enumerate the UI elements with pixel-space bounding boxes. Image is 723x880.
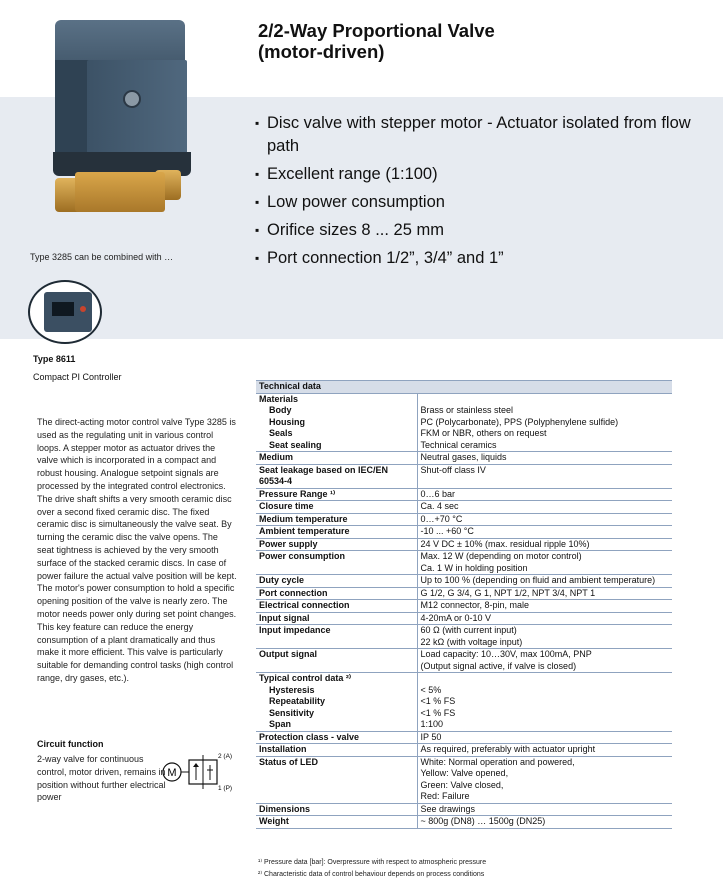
bullet-icon: ▪ bbox=[255, 251, 260, 265]
row-value-text: -10 ... +60 °C bbox=[420, 526, 474, 536]
row-value-text: 4-20mA or 0-10 V bbox=[420, 612, 492, 623]
feature-text: Disc valve with stepper motor - Actuator isolated from flow path bbox=[267, 114, 691, 155]
table-row bbox=[256, 575, 672, 588]
row-label bbox=[256, 575, 417, 588]
row-value-text: 24 V DC ± 10% (max. residual ripple 10%) bbox=[420, 538, 590, 549]
circuit-function-title: Circuit function bbox=[37, 739, 104, 749]
row-label-text: Seat leakage based on IEC/EN 60534-4 bbox=[259, 464, 389, 486]
row-label bbox=[256, 649, 417, 673]
row-label-text: Sensitivity bbox=[269, 707, 315, 718]
bullet-icon: ▪ bbox=[255, 116, 260, 130]
row-value bbox=[417, 816, 672, 829]
row-value-text: Up to 100 % (depending on fluid and ambient temperature) bbox=[420, 575, 656, 585]
table-row bbox=[256, 513, 672, 526]
row-label bbox=[256, 803, 417, 816]
row-label-text: Electrical connection bbox=[259, 600, 350, 610]
row-value bbox=[417, 731, 672, 744]
feature-text: Excellent range (1:100) bbox=[267, 165, 438, 183]
table-row bbox=[256, 488, 672, 501]
row-value-text: PC (Polycarbonate), PPS (Polyphenylene sulfide) bbox=[420, 416, 619, 427]
controller-product-image bbox=[28, 280, 102, 344]
row-value-text: As required, preferably with actuator upright bbox=[420, 744, 596, 754]
valve-product-image bbox=[45, 20, 225, 225]
table-row bbox=[256, 816, 672, 829]
table-row bbox=[256, 452, 672, 465]
accessory-name: Compact PI Controller bbox=[33, 372, 122, 382]
row-value bbox=[417, 756, 672, 803]
row-value-text: Ca. 4 sec bbox=[420, 501, 459, 511]
title-line-2: (motor-driven) bbox=[258, 41, 385, 62]
row-label-text: Input signal bbox=[259, 612, 310, 623]
row-value bbox=[417, 649, 672, 673]
row-label-text: Power consumption bbox=[259, 551, 346, 561]
row-value-text: G 1/2, G 3/4, G 1, NPT 1/2, NPT 3/4, NPT 1 bbox=[420, 587, 596, 598]
row-value bbox=[417, 673, 672, 732]
port-a-label: 2 (A) bbox=[218, 753, 233, 760]
feature-item bbox=[255, 191, 705, 214]
table-row bbox=[256, 587, 672, 600]
title-line-1: 2/2-Way Proportional Valve bbox=[258, 20, 495, 41]
row-label-text: Installation bbox=[259, 744, 307, 754]
row-label-text: Typical control data ²⁾ bbox=[259, 673, 352, 683]
row-label-text: Ambient temperature bbox=[259, 526, 350, 536]
row-label-text: Materials bbox=[259, 393, 299, 404]
table-row bbox=[256, 744, 672, 757]
row-value bbox=[417, 513, 672, 526]
row-label bbox=[256, 393, 417, 452]
row-label bbox=[256, 587, 417, 600]
table-row bbox=[256, 612, 672, 625]
valve-circuit-symbol bbox=[160, 752, 240, 792]
row-label bbox=[256, 744, 417, 757]
row-label-text: Pressure Range ¹⁾ bbox=[259, 488, 336, 499]
row-value-text: Technical ceramics bbox=[420, 439, 497, 450]
row-label-text: Body bbox=[269, 405, 292, 415]
feature-text: Low power consumption bbox=[267, 193, 445, 211]
row-label bbox=[256, 625, 417, 649]
row-value-text: 0…+70 °C bbox=[420, 513, 463, 524]
table-row bbox=[256, 538, 672, 551]
row-value-text: Max. 12 W (depending on motor control) Ca. 1 W in holding position bbox=[420, 551, 582, 573]
table-row bbox=[256, 673, 672, 732]
row-label-text: Status of LED bbox=[259, 756, 319, 767]
accessory-type: Type 8611 bbox=[33, 354, 76, 364]
row-label-text: Duty cycle bbox=[259, 575, 305, 585]
row-value-text: 1:100 bbox=[420, 719, 444, 729]
table-row bbox=[256, 625, 672, 649]
footnote-2: ²⁾ Characteristic data of control behaviour depends on process conditions bbox=[258, 871, 485, 878]
row-value bbox=[417, 526, 672, 539]
row-label-text: Weight bbox=[259, 816, 289, 826]
row-label-text: Hysteresis bbox=[269, 684, 315, 695]
row-label-text: Seals bbox=[269, 428, 293, 438]
row-label-text: Output signal bbox=[259, 649, 317, 659]
bullet-icon: ▪ bbox=[255, 223, 260, 237]
technical-data-table bbox=[256, 380, 672, 829]
table-row bbox=[256, 526, 672, 539]
row-label bbox=[256, 612, 417, 625]
bullet-icon: ▪ bbox=[255, 167, 260, 181]
row-label bbox=[256, 673, 417, 732]
row-label bbox=[256, 600, 417, 613]
row-value-text: <1 % FS bbox=[420, 696, 456, 706]
row-value-text: M12 connector, 8-pin, male bbox=[420, 600, 530, 610]
row-label bbox=[256, 551, 417, 575]
row-value bbox=[417, 393, 672, 452]
row-label bbox=[256, 526, 417, 539]
feature-item bbox=[255, 163, 705, 186]
row-value-text: Shut-off class IV bbox=[420, 464, 486, 475]
motor-symbol-label: M bbox=[167, 767, 177, 779]
table-row bbox=[256, 393, 672, 452]
feature-item bbox=[255, 112, 705, 158]
row-label-text: Input impedance bbox=[259, 625, 331, 635]
row-label-text: Protection class - valve bbox=[259, 731, 360, 742]
row-value bbox=[417, 501, 672, 514]
row-value-text: Neutral gases, liquids bbox=[420, 452, 507, 462]
row-value-text: < 5% bbox=[420, 684, 442, 695]
row-value-text: ~ 800g (DN8) … 1500g (DN25) bbox=[420, 816, 546, 826]
feature-item bbox=[255, 247, 705, 270]
row-label bbox=[256, 452, 417, 465]
m12-connector-icon bbox=[123, 90, 141, 108]
port-p-label: 1 (P) bbox=[218, 785, 233, 792]
row-value-text: White: Normal operation and powered, Yellow: Valve opened, Green: Valve closed, Red: Failure bbox=[420, 756, 575, 801]
row-value-text: Load capacity: 10…30V, max 100mA, PNP (Output signal active, if valve is closed) bbox=[420, 649, 592, 671]
row-label-text: Power supply bbox=[259, 538, 318, 549]
row-label-text: Closure time bbox=[259, 501, 314, 511]
row-value-text bbox=[421, 673, 670, 685]
row-value-text: <1 % FS bbox=[420, 707, 456, 718]
row-label-text: Port connection bbox=[259, 587, 328, 598]
table-row bbox=[256, 600, 672, 613]
row-label-text: Span bbox=[269, 719, 292, 729]
row-value bbox=[417, 575, 672, 588]
table-row bbox=[256, 551, 672, 575]
footnote-1: ¹⁾ Pressure data [bar]: Overpressure with respect to atmospheric pressure bbox=[258, 859, 487, 866]
row-value bbox=[417, 744, 672, 757]
bullet-icon: ▪ bbox=[255, 195, 260, 209]
row-value bbox=[417, 538, 672, 551]
row-label bbox=[256, 756, 417, 803]
row-label bbox=[256, 513, 417, 526]
row-value-text: 0…6 bar bbox=[420, 488, 456, 499]
feature-list bbox=[255, 112, 705, 275]
table-row bbox=[256, 464, 672, 488]
row-value-text: See drawings bbox=[420, 803, 476, 814]
row-value bbox=[417, 587, 672, 600]
circuit-function-text: 2-way valve for continuous control, motor driven, remains in position without further electrical power bbox=[37, 754, 166, 803]
feature-text: Port connection 1/2”, 3/4” and 1” bbox=[267, 249, 504, 267]
table-row bbox=[256, 501, 672, 514]
feature-item bbox=[255, 219, 705, 242]
row-label-text: Medium temperature bbox=[259, 513, 348, 524]
row-value bbox=[417, 612, 672, 625]
feature-text: Orifice sizes 8 ... 25 mm bbox=[267, 221, 444, 239]
table-row bbox=[256, 731, 672, 744]
row-label bbox=[256, 464, 417, 488]
row-value bbox=[417, 488, 672, 501]
table-row bbox=[256, 756, 672, 803]
table-row bbox=[256, 803, 672, 816]
row-label-text: Seat sealing bbox=[269, 439, 322, 450]
row-value bbox=[417, 464, 672, 488]
row-value bbox=[417, 551, 672, 575]
row-value bbox=[417, 600, 672, 613]
row-value-text: FKM or NBR, others on request bbox=[420, 428, 547, 438]
row-value-text: 60 Ω (with current input) 22 kΩ (with voltage input) bbox=[420, 625, 523, 647]
row-label bbox=[256, 731, 417, 744]
row-label bbox=[256, 816, 417, 829]
row-value bbox=[417, 803, 672, 816]
table-row bbox=[256, 649, 672, 673]
table-header: Technical data bbox=[256, 381, 672, 394]
row-value-text bbox=[421, 394, 670, 406]
row-label-text: Medium bbox=[259, 452, 294, 462]
row-label bbox=[256, 538, 417, 551]
combined-with-text: Type 3285 can be combined with … bbox=[30, 252, 174, 262]
row-label bbox=[256, 501, 417, 514]
row-value bbox=[417, 625, 672, 649]
row-value bbox=[417, 452, 672, 465]
row-label-text: Repeatability bbox=[269, 696, 326, 706]
row-label-text: Dimensions bbox=[259, 803, 311, 814]
row-value-text: IP 50 bbox=[420, 731, 442, 742]
row-label bbox=[256, 488, 417, 501]
page-title bbox=[258, 20, 678, 62]
row-label-text: Housing bbox=[269, 416, 305, 427]
product-description: The direct-acting motor control valve Type 3285 is used as the regulating unit in various control loops. A stepper motor as actuator drives the valve which is incorporated in a compact and robust housing. Analogue setpoint signals are processed by the integrated control electronics. The drive shaft shifts a very smooth ceramic disc over a second fixed ceramic disc. The fixed ceramic disc is simultaneously the valve seat. By turning the ceramic disc the valve opens. The seat tightness is achieved by the very smooth surface of the stacked ceramic discs. In case of power failure the actual valve position will be kept. The motor's power consumption to hold a specific opening position of the valve is nearly zero. The motor needs power only during set point changes. This key feature can reduce the energy consumption of a plant dramatically and thus make it more efficient. This valve is particularly suitable for demanding control tasks (high control range, dry gases, etc.). bbox=[37, 417, 237, 683]
row-value-text: Brass or stainless steel bbox=[420, 405, 514, 415]
